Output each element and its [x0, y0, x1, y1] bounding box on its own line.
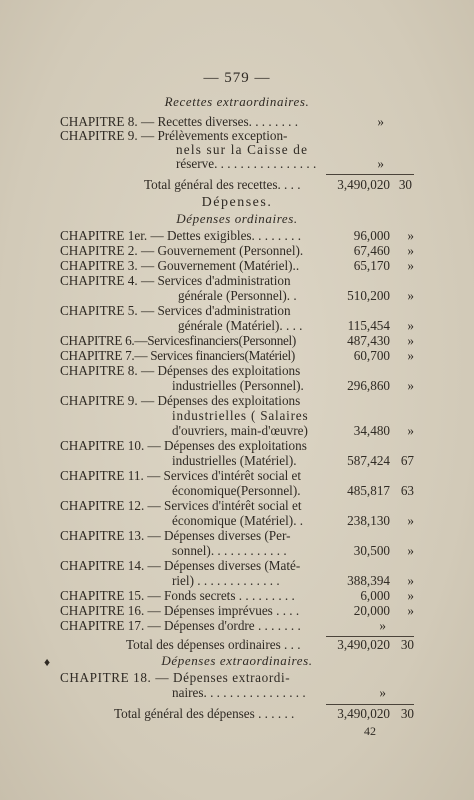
line-amount: 67,460	[353, 243, 390, 258]
line-label: CHAPITRE 2. — Gouvernement (Personnel).	[60, 243, 304, 258]
line-amount: 487,430	[347, 333, 390, 348]
budget-line	[0, 528, 474, 544]
heading-recettes-extraordinaires: Recettes extraordinaires.	[164, 94, 310, 109]
line-label: industrielles (Personnel).	[172, 378, 304, 393]
line-cents: »	[407, 543, 414, 558]
budget-line	[0, 243, 474, 259]
line-amount: 115,454	[347, 318, 390, 333]
line-label: économique (Matériel). .	[172, 513, 304, 528]
line-cents: »	[407, 288, 414, 303]
budget-line	[0, 603, 474, 619]
total-line	[0, 637, 474, 653]
page-number: — 579 —	[203, 70, 271, 86]
line-cents: »	[407, 333, 414, 348]
budget-line	[0, 543, 474, 559]
line-label: générale (Personnel). .	[178, 288, 297, 303]
line-label: CHAPITRE 13. — Dépenses diverses (Per-	[60, 528, 291, 543]
line-label: CHAPITRE 9. — Dépenses des exploitations	[60, 393, 301, 408]
line-amount: 485,817	[347, 483, 390, 498]
budget-line	[0, 228, 474, 244]
budget-line	[0, 378, 474, 394]
line-label: industrielles (Matériel).	[172, 453, 297, 468]
line-label: CHAPITRE 6.—Servicesfinanciers(Personnel)	[60, 333, 297, 348]
budget-line	[0, 423, 474, 439]
line-label: CHAPITRE 12. — Services d'intérêt social et	[60, 498, 302, 513]
line-label: CHAPITRE 15. — Fonds secrets . . . . . . . . .	[60, 588, 295, 603]
line-amount: 238,130	[347, 513, 390, 528]
heading-depenses: Dépenses.	[201, 195, 273, 210]
line-cents: »	[407, 603, 414, 618]
line-label: CHAPITRE 3. — Gouvernement (Matériel)..	[60, 258, 300, 273]
line-cents: 63	[400, 483, 414, 498]
line-label: nels sur la Caisse de	[176, 142, 309, 157]
budget-line	[0, 558, 474, 574]
line-cents: »	[379, 685, 386, 700]
line-label: d'ouvriers, main-d'œuvre)	[172, 423, 308, 438]
line-cents: »	[407, 513, 414, 528]
line-amount: 296,860	[347, 378, 390, 393]
total-rule	[326, 174, 414, 175]
line-label: CHAPITRE 7.— Services financiers(Matériel)	[60, 348, 295, 363]
line-amount: 388,394	[347, 573, 390, 588]
budget-line	[0, 273, 474, 289]
line-label: économique(Personnel).	[172, 483, 301, 498]
budget-line	[0, 348, 474, 364]
line-label: Total général des dépenses . . . . . .	[114, 706, 295, 721]
line-amount: 65,170	[353, 258, 390, 273]
line-amount: 60,700	[353, 348, 390, 363]
line-label: industrielles ( Salaires	[172, 408, 309, 423]
budget-line	[0, 573, 474, 589]
line-amount: 3,490,020	[337, 706, 390, 721]
total-line	[0, 177, 474, 193]
line-cents: »	[407, 423, 414, 438]
budget-line	[0, 363, 474, 379]
line-label: CHAPITRE 8. — Dépenses des exploitations	[60, 363, 301, 378]
line-amount: 96,000	[353, 228, 390, 243]
line-amount: 20,000	[353, 603, 390, 618]
line-label: générale (Matériel). . . .	[178, 318, 303, 333]
line-cents: »	[377, 156, 384, 171]
line-label: CHAPITRE 16. — Dépenses imprévues . . . .	[60, 603, 300, 618]
line-label: naires. . . . . . . . . . . . . . . .	[172, 685, 306, 700]
line-label: sonnel). . . . . . . . . . . .	[172, 543, 287, 558]
line-cents: »	[407, 258, 414, 273]
folio-number: 42	[364, 724, 376, 738]
budget-line	[0, 670, 474, 686]
budget-line	[0, 498, 474, 514]
budget-line	[0, 303, 474, 319]
budget-line	[0, 483, 474, 499]
line-amount: 6,000	[360, 588, 390, 603]
line-cents: »	[407, 573, 414, 588]
line-cents: 30	[400, 706, 414, 721]
line-amount: 510,200	[347, 288, 390, 303]
line-cents: »	[379, 618, 386, 633]
line-label: CHAPITRE 9. — Prélèvements exception-	[60, 128, 288, 143]
line-cents: 30	[398, 177, 412, 192]
budget-line	[0, 618, 474, 634]
line-label: réserve. . . . . . . . . . . . . . . .	[176, 156, 317, 171]
budget-line	[0, 288, 474, 304]
line-cents: »	[407, 228, 414, 243]
line-amount: 587,424	[347, 453, 390, 468]
line-label: CHAPITRE 17. — Dépenses d'ordre . . . . . . .	[60, 618, 301, 633]
line-label: Total des dépenses ordinaires . . .	[126, 637, 301, 652]
line-amount: 3,490,020	[337, 177, 390, 192]
line-label: CHAPITRE 18. — Dépenses extraordi-	[60, 670, 291, 685]
heading-depenses-ordinaires: Dépenses ordinaires.	[176, 211, 298, 226]
line-label: CHAPITRE 5. — Services d'administration	[60, 303, 291, 318]
line-label: CHAPITRE 8. — Recettes diverses. . . . . . . .	[60, 114, 299, 129]
budget-line	[0, 318, 474, 334]
line-amount: 30,500	[353, 543, 390, 558]
budget-line	[0, 453, 474, 469]
budget-line	[0, 408, 474, 424]
total-rule	[326, 704, 414, 705]
budget-line	[0, 333, 474, 349]
budget-line	[0, 393, 474, 409]
grand-total-line	[0, 706, 474, 722]
line-cents: 30	[400, 637, 414, 652]
budget-line	[0, 438, 474, 454]
budget-line	[0, 468, 474, 484]
line-cents: »	[407, 378, 414, 393]
line-label: riel) . . . . . . . . . . . . .	[172, 573, 280, 588]
line-cents: 67	[400, 453, 414, 468]
line-cents: »	[377, 114, 384, 129]
line-amount: 34,480	[353, 423, 390, 438]
line-label: CHAPITRE 14. — Dépenses diverses (Maté-	[60, 558, 301, 573]
budget-line	[0, 258, 474, 274]
budget-line	[0, 513, 474, 529]
printer-mark: ♦	[44, 655, 51, 669]
line-label: CHAPITRE 10. — Dépenses des exploitations	[60, 438, 307, 453]
total-line	[0, 686, 474, 702]
line-label: Total général des recettes. . . .	[144, 177, 301, 192]
line-cents: »	[407, 348, 414, 363]
line-cents: »	[407, 588, 414, 603]
line-cents: »	[407, 318, 414, 333]
line-label: CHAPITRE 4. — Services d'administration	[60, 273, 291, 288]
line-label: CHAPITRE 1er. — Dettes exigibles. . . . . . . .	[60, 228, 302, 243]
budget-line	[0, 156, 474, 172]
line-cents: »	[407, 243, 414, 258]
line-label: CHAPITRE 11. — Services d'intérêt social et	[60, 468, 302, 483]
heading-depenses-extraordinaires: Dépenses extraordinaires.	[161, 653, 313, 668]
line-amount: 3,490,020	[337, 637, 390, 652]
budget-line	[0, 588, 474, 604]
